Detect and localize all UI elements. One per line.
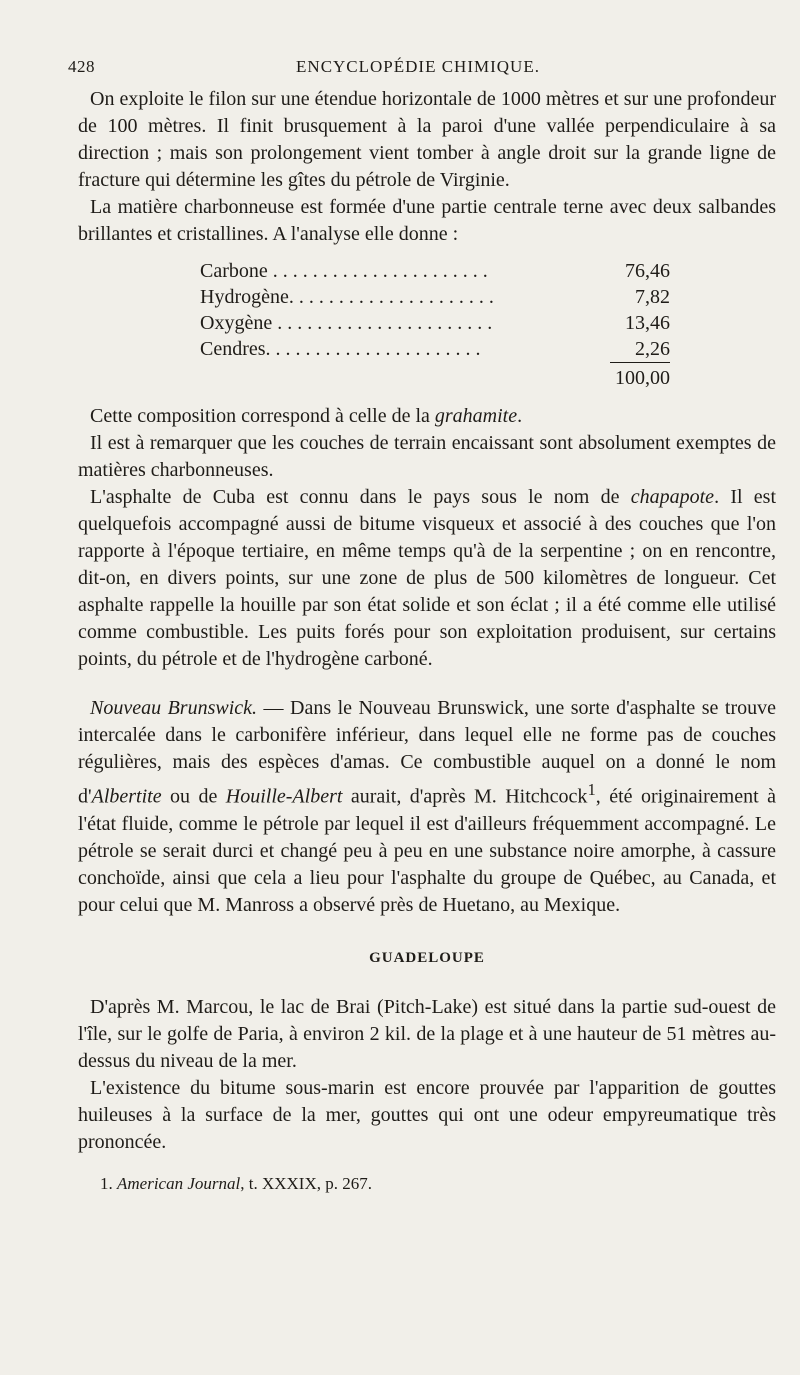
paragraph-grahamite: Cette composition correspond à celle de la grahamite. xyxy=(90,405,523,427)
paragraph-couches: Il est à remarquer que les couches de terrain encaissant sont absolument exemptes de matières charbonneuses. xyxy=(78,432,776,481)
subheading-nouveau-brunswick: Nouveau Brunswick. xyxy=(90,697,258,719)
running-header xyxy=(68,57,768,79)
paragraph-pitch-lake: D'après M. Marcou, le lac de Brai (Pitch-Lake) est situé dans la partie sud-ouest de l'île, sur le golfe de Paria, à environ 2 kil. de la plage et à une hauteur de 51 mètres au-dessus du niveau de la mer. xyxy=(78,995,776,1072)
section-title: GUADELOUPE xyxy=(369,949,485,966)
component-value: 7,82 xyxy=(635,286,670,308)
paragraph-cuba: L'asphalte de Cuba est connu dans le pays sous le nom de chapapote. Il est quelquefois accompagné aussi de bitume visqueux et associé à des couches que l'on rapporte à l'époque tertiaire, en même temps qu'à de la serpentine ; on en rencontre, dit-on, en divers points, sur une zone de plus de 500 kilomètres de longueur. Cet asphalte rappelle la houille par son état solide et son éclat ; il a été comme elle utilisé comme combustible. Les puits forés pour son exploitation produisent, sur certains points, du pétrole et de l'hydrogène carboné. xyxy=(78,486,776,670)
page-number: 428 xyxy=(68,57,95,76)
footnote-source: American Journal xyxy=(117,1173,241,1193)
component-name: Carbone xyxy=(200,260,268,282)
footnote-marker: 1 xyxy=(587,780,596,799)
component-value: 13,46 xyxy=(625,312,670,334)
component-value: 2,26 xyxy=(635,338,670,360)
composition-row: Oxygène . . . . . . . . . . . . . . . . . . . . . . 13,46 xyxy=(200,312,670,334)
composition-total-row xyxy=(200,363,670,392)
composition-row: Hydrogène. . . . . . . . . . . . . . . . . . . . . 7,82 xyxy=(200,286,670,308)
component-name: Oxygène xyxy=(200,312,273,334)
term-houille-albert: Houille-Albert xyxy=(225,785,343,808)
composition-table xyxy=(200,258,670,391)
term-albertite: Albertite xyxy=(91,785,162,808)
running-title: ENCYCLOPÉDIE CHIMIQUE. xyxy=(296,57,540,76)
composition-total: 100,00 xyxy=(610,363,670,392)
paragraph-nouveau-brunswick: Nouveau Brunswick. — Dans le Nouveau Brunswick, une sorte d'asphalte se trouve intercalée dans le carbonifère inférieur, dans lequel elle ne forme pas de couches régulières, mais des espèces d'amas. Ce combustible auquel on a donné le nom d'Albertite ou de Houille-Albert aurait, d'après M. Hitchcock$^1$, été originairement à l'état fluide, comme le pétrole par lequel il est d'ailleurs fréquemment accompagné. Le pétrole se serait durci et changé peu à peu en une substance noire amorphe, à cassure conchoïde, ainsi que cela a lieu pour l'asphalte du groupe de Québec, au Canada, et pour celui que M. Manross a observé près de Huetano, au Mexique. xyxy=(78,697,776,916)
paragraph-filon: On exploite le filon sur une étendue horizontale de 1000 mètres et sur une profondeur de 100 mètres. Il finit brusquement à la paroi d'une vallée perpendiculaire à sa direction ; mais son prolongement vient tomber à angle droit sur la grande ligne de fracture qui détermine les gîtes du pétrole de Virginie. xyxy=(78,88,776,191)
component-name: Hydrogène xyxy=(200,286,289,308)
component-value: 76,46 xyxy=(625,260,670,282)
composition-row: Cendres. . . . . . . . . . . . . . . . . . . . . . 2,26 xyxy=(200,336,670,363)
footnote: 1. American Journal, t. XXXIX, p. 267. xyxy=(100,1173,372,1193)
composition-row: Carbone . . . . . . . . . . . . . . . . . . . . . . 76,46 xyxy=(200,260,670,282)
component-name: Cendres xyxy=(200,338,266,361)
page-body xyxy=(78,86,776,1197)
paragraph-matiere: La matière charbonneuse est formée d'une partie centrale terne avec deux salbandes brillantes et cristallines. A l'analyse elle donne : xyxy=(78,196,776,245)
term-grahamite: grahamite xyxy=(434,405,518,427)
paragraph-bitume-sous-marin: L'existence du bitume sous-marin est encore prouvée par l'apparition de gouttes huileuses à la surface de la mer, gouttes qui ont une odeur empyreumatique très prononcée. xyxy=(78,1076,776,1153)
term-chapapote: chapapote xyxy=(630,486,715,508)
